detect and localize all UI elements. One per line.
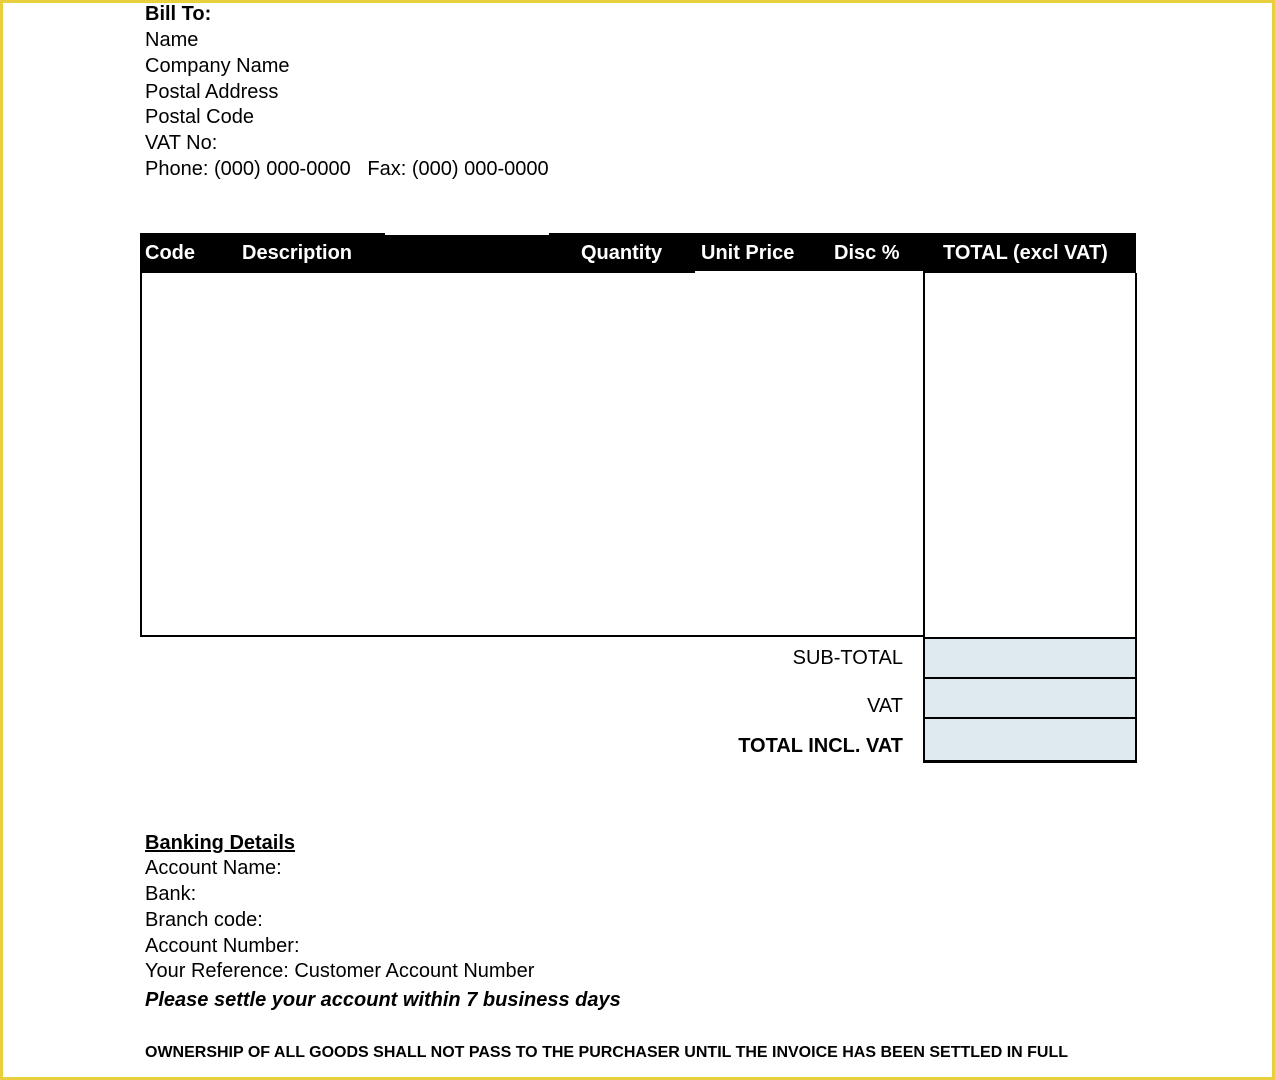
account-number: Account Number: <box>145 935 300 957</box>
bill-to-postal-address: Postal Address <box>145 81 279 103</box>
col-description: Description <box>242 242 353 264</box>
total-incl-vat-field[interactable] <box>923 717 1137 763</box>
col-unit-price: Unit Price <box>701 242 795 264</box>
account-name: Account Name: <box>145 857 282 879</box>
total-incl-vat-label: TOTAL INCL. VAT <box>738 735 903 757</box>
bill-to-name: Name <box>145 29 199 51</box>
col-disc: Disc % <box>834 242 900 264</box>
customer-reference: Your Reference: Customer Account Number <box>145 960 535 982</box>
settle-note: Please settle your account within 7 business days <box>145 989 621 1011</box>
bill-to-postal-code: Postal Code <box>145 106 254 128</box>
items-table-header <box>140 233 1136 273</box>
header-notch <box>385 233 549 235</box>
col-total-excl: TOTAL (excl VAT) <box>943 242 1108 264</box>
ownership-notice: OWNERSHIP OF ALL GOODS SHALL NOT PASS TO THE PURCHASER UNTIL THE INVOICE HAS BEEN SETTLED IN FULL <box>145 1044 1069 1061</box>
vat-field[interactable] <box>923 677 1137 719</box>
bill-to-phone-fax: Phone: (000) 000-0000 Fax: (000) 000-0000 <box>145 158 549 180</box>
branch-code: Branch code: <box>145 909 263 931</box>
vat-label: VAT <box>867 695 903 717</box>
bill-to-vat-no: VAT No: <box>145 132 218 154</box>
col-quantity: Quantity <box>581 242 663 264</box>
subtotal-label: SUB-TOTAL <box>792 647 903 669</box>
bank-name: Bank: <box>145 883 197 905</box>
items-table-body[interactable] <box>140 273 924 637</box>
bill-to-heading: Bill To: <box>145 3 212 25</box>
col-code: Code <box>145 242 195 264</box>
subtotal-field[interactable] <box>923 637 1137 679</box>
total-column-body[interactable] <box>923 273 1137 639</box>
bill-to-company: Company Name <box>145 55 290 77</box>
banking-heading: Banking Details <box>145 832 296 854</box>
